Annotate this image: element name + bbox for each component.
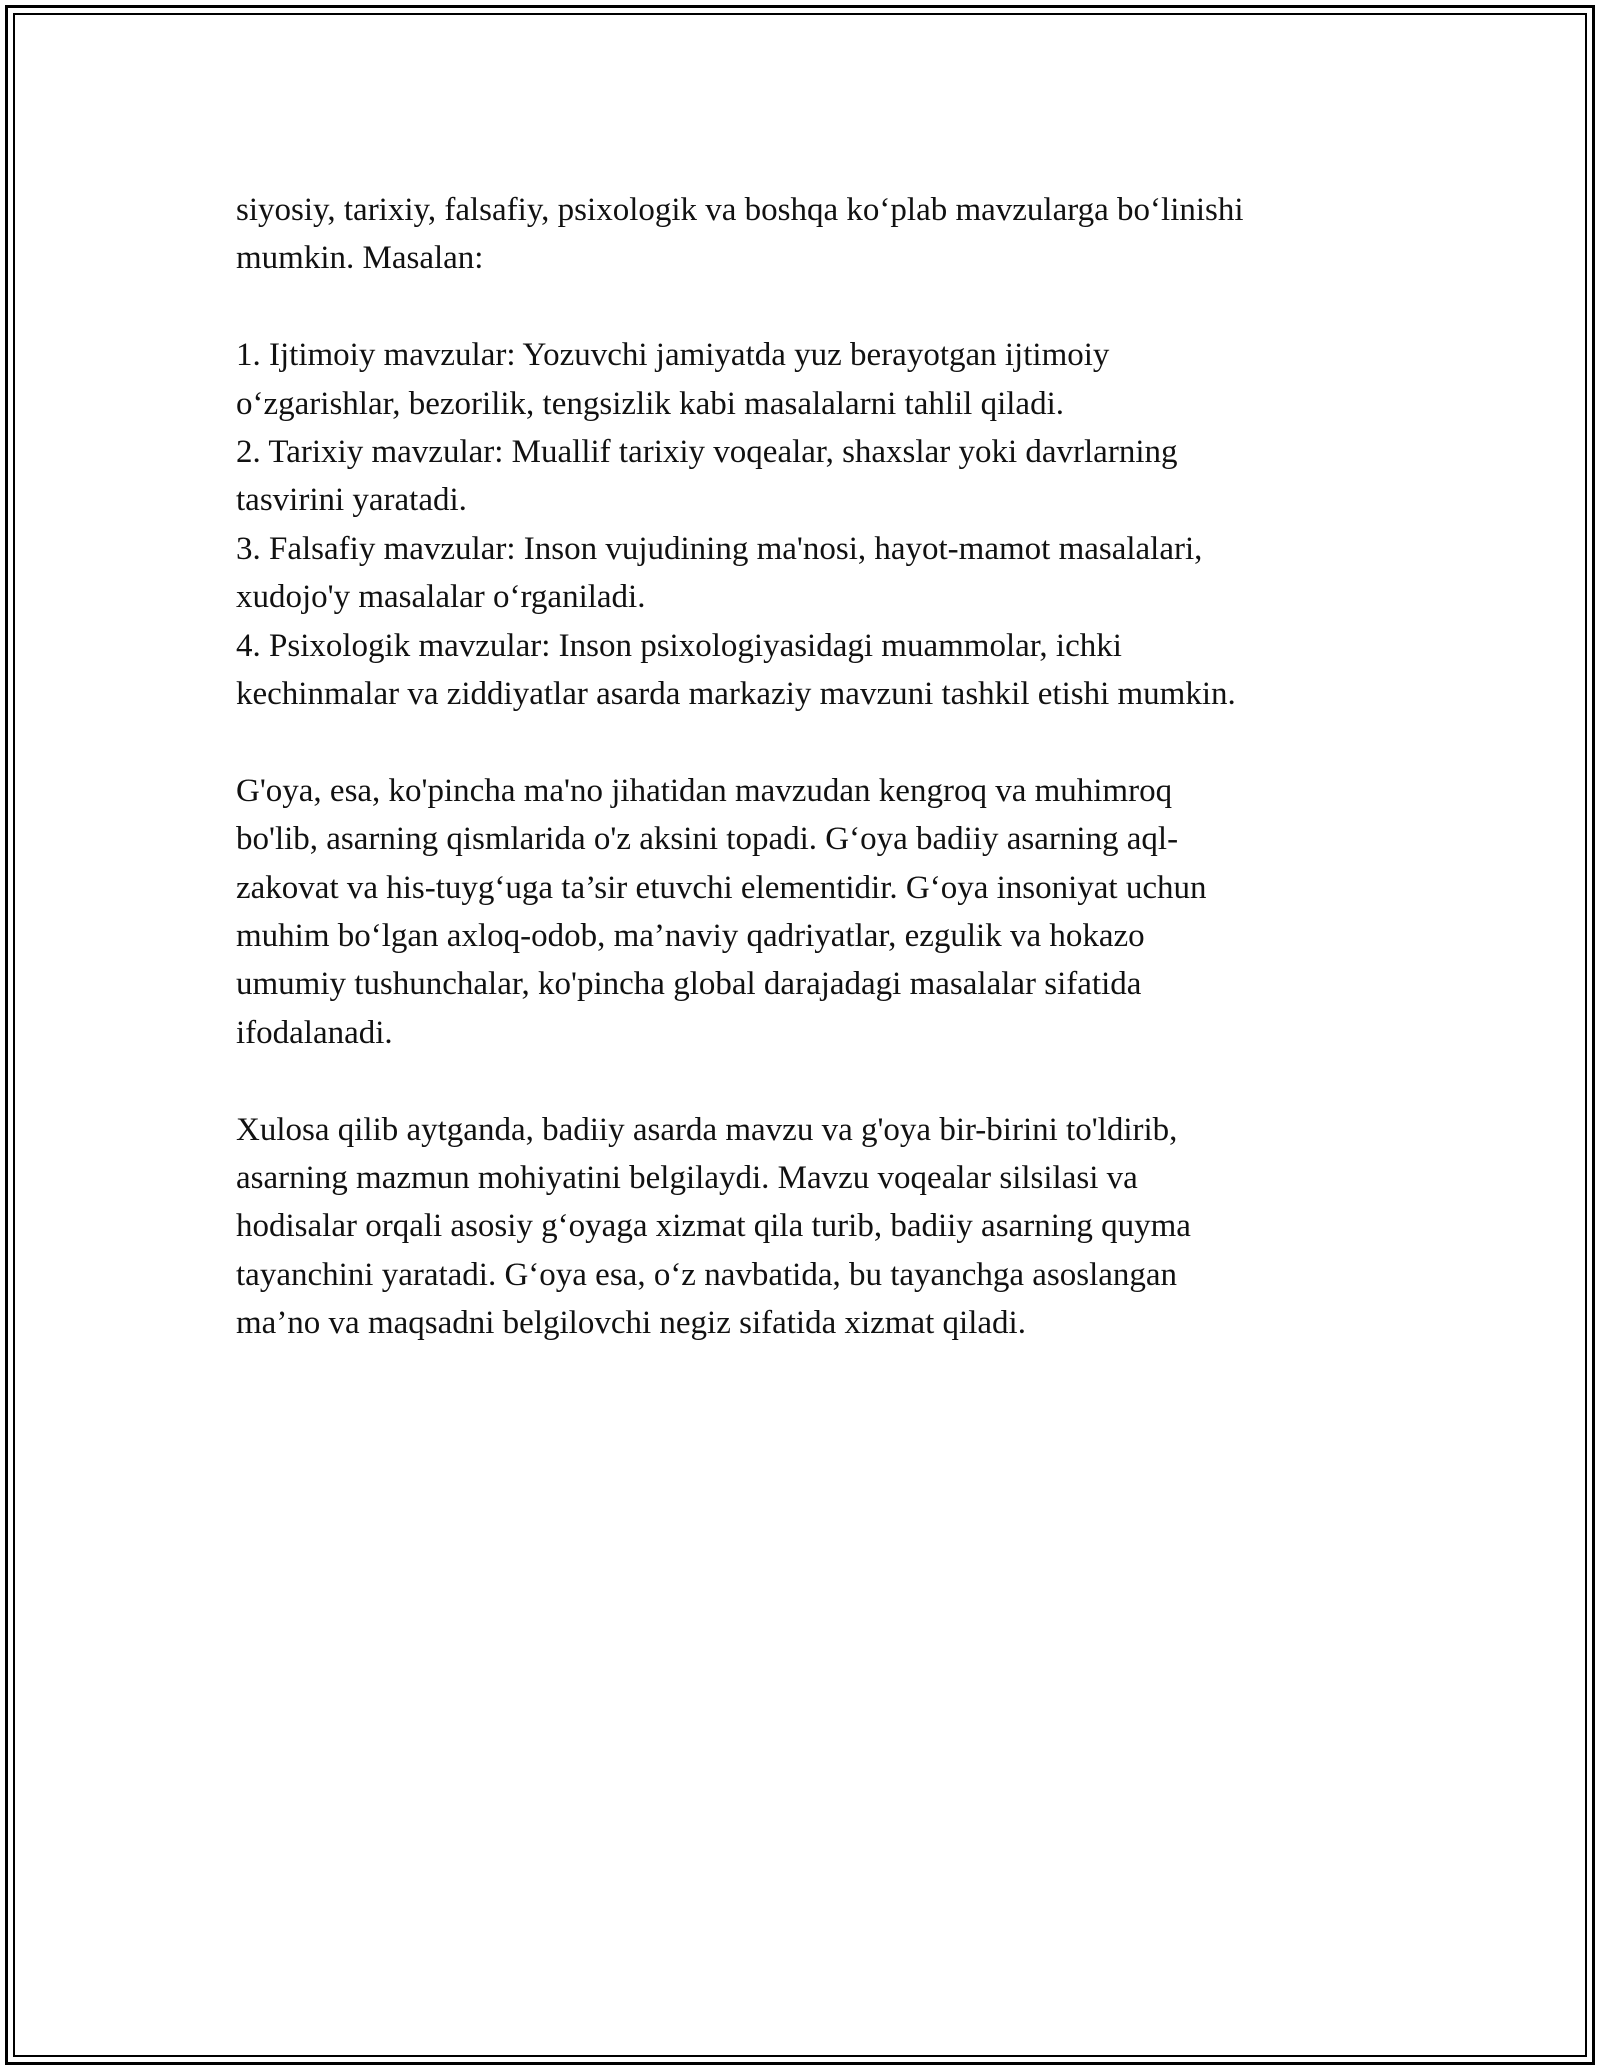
paragraph-gap <box>236 718 1416 766</box>
list-item-line: 2. Tarixiy mavzular: Muallif tarixiy voqealar, shaxslar yoki davrlarning <box>236 434 1178 471</box>
list-item-line: o‘zgarishlar, bezorilik, tengsizlik kabi masalalarni tahlil qiladi. <box>236 385 1064 422</box>
text-line: asarning mazmun mohiyatini belgilaydi. Mavzu voqealar silsilasi va <box>236 1160 1138 1197</box>
text-line: bo'lib, asarning qismlarida o'z aksini topadi. G‘oya badiiy asarning aql- <box>236 821 1179 858</box>
text-line: G'oya, esa, ko'pincha ma'no jihatidan mavzudan kengroq va muhimroq <box>236 772 1173 809</box>
list-item-line: xudojo'y masalalar o‘rganiladi. <box>236 579 646 616</box>
numbered-list <box>236 331 1416 718</box>
list-item-line: kechinmalar va ziddiyatlar asarda markaziy mavzuni tashkil etishi mumkin. <box>236 676 1236 713</box>
text-line: zakovat va his-tuyg‘uga ta’sir etuvchi elementidir. G‘oya insoniyat uchun <box>236 869 1207 906</box>
text-line: ifodalanadi. <box>236 1014 393 1051</box>
text-line: hodisalar orqali asosiy g‘oyaga xizmat qila turib, badiiy asarning quyma <box>236 1208 1191 1245</box>
text-line: tayanchini yaratadi. G‘oya esa, o‘z navbatida, bu tayanchga asoslangan <box>236 1256 1178 1293</box>
paragraph-gap <box>236 283 1416 331</box>
text-line: ma’no va maqsadni belgilovchi negiz sifatida xizmat qiladi. <box>236 1305 1026 1342</box>
text-line: Xulosa qilib aytganda, badiiy asarda mavzu va g'oya bir-birini to'ldirib, <box>236 1111 1178 1148</box>
text-line: siyosiy, tarixiy, falsafiy, psixologik va boshqa ko‘plab mavzularga bo‘linishi <box>236 192 1244 228</box>
intro-paragraph <box>236 186 1416 283</box>
list-item-line: tasvirini yaratadi. <box>236 482 467 519</box>
goya-paragraph <box>236 767 1416 1057</box>
list-item-line: 4. Psixologik mavzular: Inson psixologiyasidagi muammolar, ichki <box>236 627 1122 664</box>
document-body <box>236 186 1416 1348</box>
text-line: muhim bo‘lgan axloq-odob, ma’naviy qadriyatlar, ezgulik va hokazo <box>236 918 1145 955</box>
text-line: mumkin. Masalan: <box>236 240 484 277</box>
conclusion-paragraph <box>236 1106 1416 1348</box>
text-line: umumiy tushunchalar, ko'pincha global darajadagi masalalar sifatida <box>236 966 1142 1003</box>
list-item-line: 3. Falsafiy mavzular: Inson vujudining ma'nosi, hayot-mamot masalalari, <box>236 530 1203 567</box>
paragraph-gap <box>236 1057 1416 1105</box>
list-item-line: 1. Ijtimoiy mavzular: Yozuvchi jamiyatda yuz berayotgan ijtimoiy <box>236 337 1110 374</box>
